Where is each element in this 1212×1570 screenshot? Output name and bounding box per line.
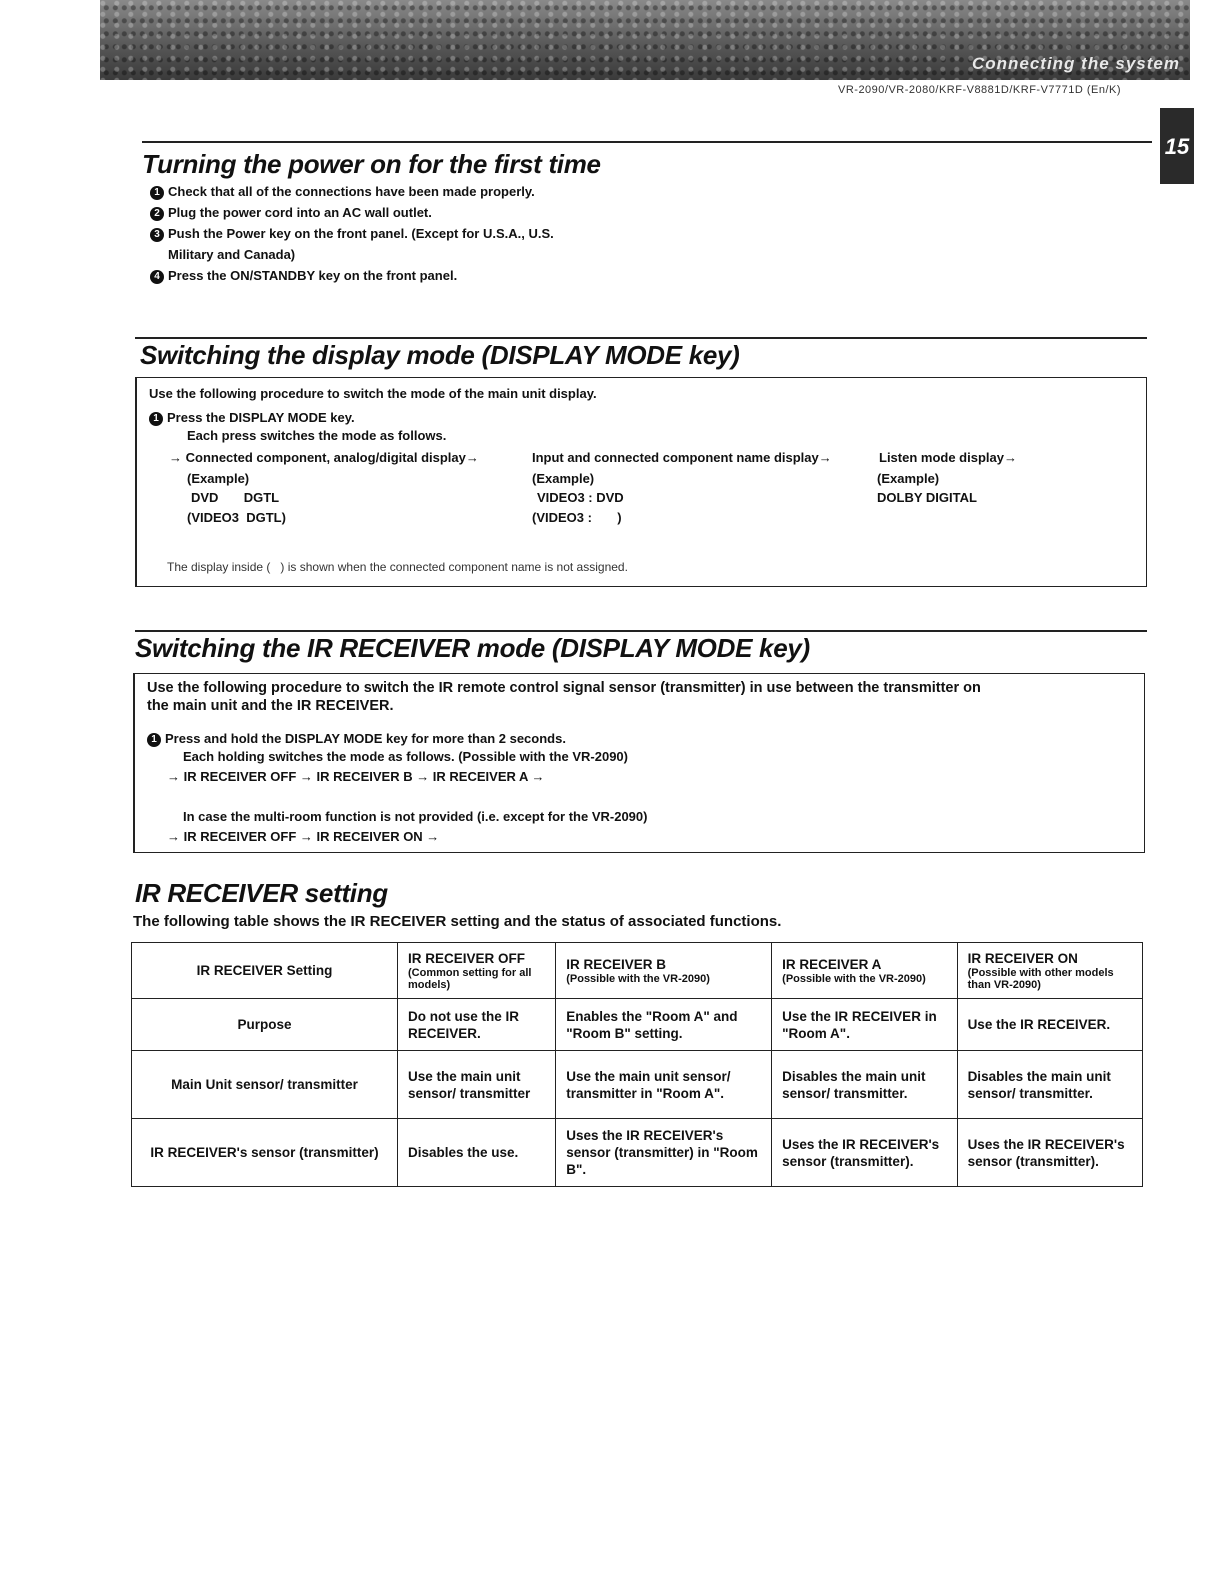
seq-item: Input and connected component name display→ [532, 450, 832, 465]
example-label: (Example) [187, 471, 250, 486]
table-header-cell [772, 943, 957, 999]
display-intro: Use the following procedure to switch the mode of the main unit display. [149, 386, 597, 401]
ir-mode-box [133, 673, 1145, 853]
table-cell: Uses the IR RECEIVER's sensor (transmitter). [957, 1119, 1142, 1187]
table-cell: Enables the "Room A" and "Room B" setting. [556, 999, 772, 1051]
table-cell: Do not use the IR RECEIVER. [398, 999, 556, 1051]
table-cell: Main Unit sensor/ transmitter [132, 1051, 398, 1119]
step-number: 1 [147, 733, 161, 747]
table-cell: IR RECEIVER's sensor (transmitter) [132, 1119, 398, 1187]
ir-case-text: In case the multi-room function is not provided (i.e. except for the VR-2090) [183, 809, 648, 824]
seq-item: → Connected component, analog/digital display→ [169, 450, 479, 465]
ir-sequence: → IR RECEIVER OFF → IR RECEIVER B → IR RECEIVER A → [167, 769, 545, 784]
table-row [132, 1051, 1143, 1119]
display-note: The display inside ( ) is shown when the connected component name is not assigned. [167, 560, 628, 574]
model-line: VR-2090/VR-2080/KRF-V8881D/KRF-V7771D (En/K) [838, 84, 1122, 96]
example-line: (VIDEO3 DGTL) [187, 510, 286, 525]
table-cell: Disables the use. [398, 1119, 556, 1187]
ir-step [147, 728, 566, 749]
ir-setting-title: IR RECEIVER setting [135, 878, 388, 908]
example-label: (Example) [877, 471, 940, 486]
table-cell: Use the IR RECEIVER in "Room A". [772, 999, 957, 1051]
display-mode-box [135, 377, 1147, 587]
display-step [149, 407, 355, 428]
section-rule [135, 630, 1147, 632]
power-step [150, 181, 770, 202]
step-number: 4 [150, 270, 164, 284]
table-row [132, 1119, 1143, 1187]
seq-item: Listen mode display→ [879, 450, 1017, 465]
ir-intro-1: Use the following procedure to switch the IR remote control signal sensor (transmitter) in use between the transmitter on [147, 680, 981, 696]
example-line: (VIDEO3 : ) [532, 510, 622, 525]
step-text: Plug the power cord into an AC wall outlet. [168, 205, 432, 220]
section-rule [142, 141, 1152, 143]
example-line: VIDEO3 : DVD [537, 490, 624, 505]
table-cell: Purpose [132, 999, 398, 1051]
table-cell: Uses the IR RECEIVER's sensor (transmitter) in "Room B". [556, 1119, 772, 1187]
step-text: Check that all of the connections have been made properly. [168, 184, 535, 199]
table-cell: Disables the main unit sensor/ transmitter. [957, 1051, 1142, 1119]
step-number: 2 [150, 207, 164, 221]
ir-sequence: → IR RECEIVER OFF → IR RECEIVER ON → [167, 829, 440, 844]
power-step [150, 223, 770, 244]
table-header-cell [556, 943, 772, 999]
table-header-cell [957, 943, 1142, 999]
table-header-cell [398, 943, 556, 999]
example-label: (Example) [532, 471, 595, 486]
step-number: 1 [150, 186, 164, 200]
ir-setting-table [131, 942, 1143, 1187]
table-cell: Disables the main unit sensor/ transmitter. [772, 1051, 957, 1119]
step-text: Press and hold the DISPLAY MODE key for more than 2 seconds. [165, 731, 566, 746]
header-sub: (Possible with the VR-2090) [566, 973, 710, 985]
power-steps [150, 181, 770, 286]
each-holding: Each holding switches the mode as follows. (Possible with the VR-2090) [183, 749, 628, 764]
table-cell: Uses the IR RECEIVER's sensor (transmitter). [772, 1119, 957, 1187]
header-main: IR RECEIVER B [566, 957, 666, 972]
header-sub: (Common setting for all models) [408, 967, 532, 991]
banner-label: Connecting the system [971, 54, 1180, 73]
step-number: 3 [150, 228, 164, 242]
table-cell: Use the main unit sensor/ transmitter in "Room A". [556, 1051, 772, 1119]
table-header-row [132, 943, 1143, 999]
power-step [150, 202, 770, 223]
ir-mode-title: Switching the IR RECEIVER mode (DISPLAY MODE key) [135, 633, 810, 663]
header-main: IR RECEIVER A [782, 957, 882, 972]
example-line: DOLBY DIGITAL [877, 490, 977, 505]
header-main: IR RECEIVER Setting [196, 963, 333, 978]
power-title: Turning the power on for the first time [142, 149, 601, 179]
step-text: Press the ON/STANDBY key on the front panel. [168, 268, 458, 283]
header-sub: (Possible with other models than VR-2090) [967, 967, 1114, 991]
step-number: 1 [149, 412, 163, 426]
table-row [132, 999, 1143, 1051]
power-step [150, 265, 770, 286]
table-header-cell [132, 943, 398, 999]
header-banner [100, 0, 1190, 80]
header-main: IR RECEIVER ON [967, 951, 1078, 966]
each-press: Each press switches the mode as follows. [187, 428, 447, 443]
table-cell: Use the main unit sensor/ transmitter [398, 1051, 556, 1119]
header-sub: (Possible with the VR-2090) [782, 973, 926, 985]
display-mode-title: Switching the display mode (DISPLAY MODE key) [140, 340, 740, 370]
ir-setting-intro: The following table shows the IR RECEIVER setting and the status of associated functions. [133, 913, 782, 930]
header-main: IR RECEIVER OFF [408, 951, 526, 966]
page-tab-number: 15 [1164, 134, 1190, 159]
power-step-cont: Military and Canada) [168, 247, 296, 262]
step-text: Press the DISPLAY MODE key. [167, 410, 355, 425]
step-text: Push the Power key on the front panel. (Except for U.S.A., U.S. [168, 226, 554, 241]
page-tab [1160, 108, 1194, 184]
section-rule [135, 337, 1147, 339]
ir-intro-2: the main unit and the IR RECEIVER. [147, 698, 394, 714]
table-cell: Use the IR RECEIVER. [957, 999, 1142, 1051]
example-line: DVD DGTL [191, 490, 280, 505]
